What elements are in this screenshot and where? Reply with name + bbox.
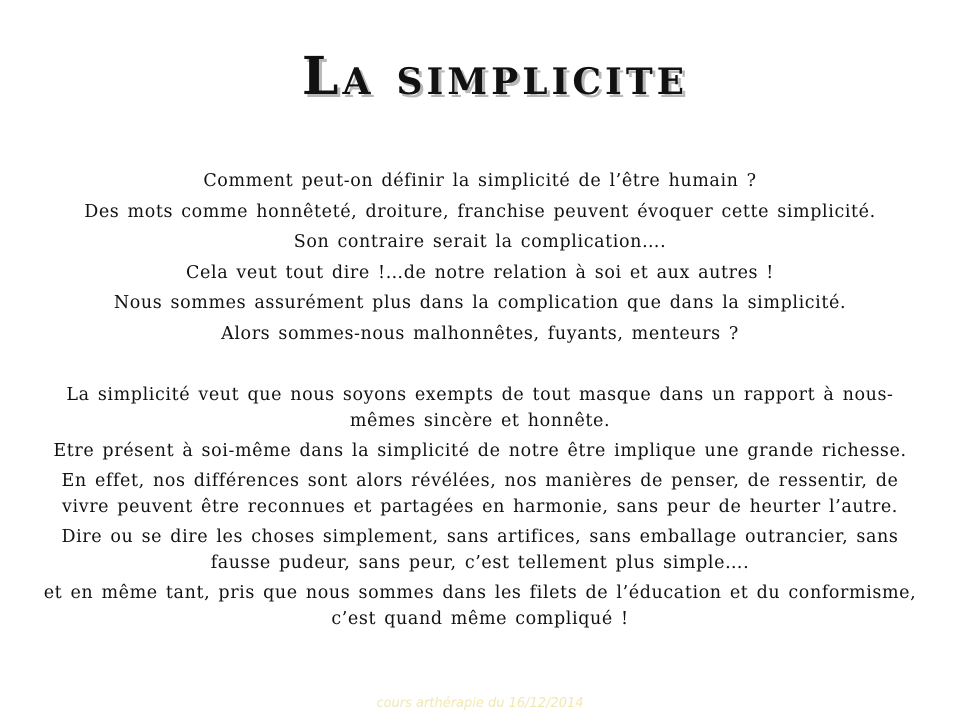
text-line: vivre peuvent être reconnues et partagées en harmonie, sans peur de heurter l’autre.	[62, 497, 898, 517]
text-line: et en même tant, pris que nous sommes dans les filets de l’éducation et du conformisme,	[43, 583, 917, 603]
text-line: c’est quand même compliqué !	[331, 609, 629, 629]
paragraph-intro	[0, 166, 960, 349]
text-line: La simplicité veut que nous soyons exempts de tout masque dans un rapport à nous-	[66, 385, 894, 405]
slide-title: La simplicite	[301, 46, 689, 107]
text-line: Cela veut tout dire !…de notre relation à soi et aux autres !	[186, 262, 774, 283]
text-line: Des mots comme honnêteté, droiture, franchise peuvent évoquer cette simplicité.	[84, 201, 876, 222]
text-line: mêmes sincère et honnête.	[349, 411, 611, 431]
text-line: Comment peut-on définir la simplicité de l’être humain ?	[203, 171, 757, 191]
text-line: fausse pudeur, sans peur, c’est tellement plus simple….	[210, 553, 750, 573]
text-line: Dire ou se dire les choses simplement, sans artifices, sans emballage outrancier, sans	[61, 527, 899, 547]
text-line: En effet, nos différences sont alors révélées, nos manières de penser, de ressentir, de	[61, 471, 899, 491]
text-line: Etre présent à soi-même dans la simplicité de notre être implique une grande richesse.	[53, 441, 907, 461]
paragraph-main	[0, 382, 960, 632]
footer-caption: cours arthérapie du 16/12/2014	[376, 696, 584, 711]
text-line: Alors sommes-nous malhonnêtes, fuyants, menteurs ?	[221, 323, 739, 344]
text-line: Son contraire serait la complication….	[293, 232, 667, 252]
text-line: Nous sommes assurément plus dans la complication que dans la simplicité.	[113, 293, 847, 313]
